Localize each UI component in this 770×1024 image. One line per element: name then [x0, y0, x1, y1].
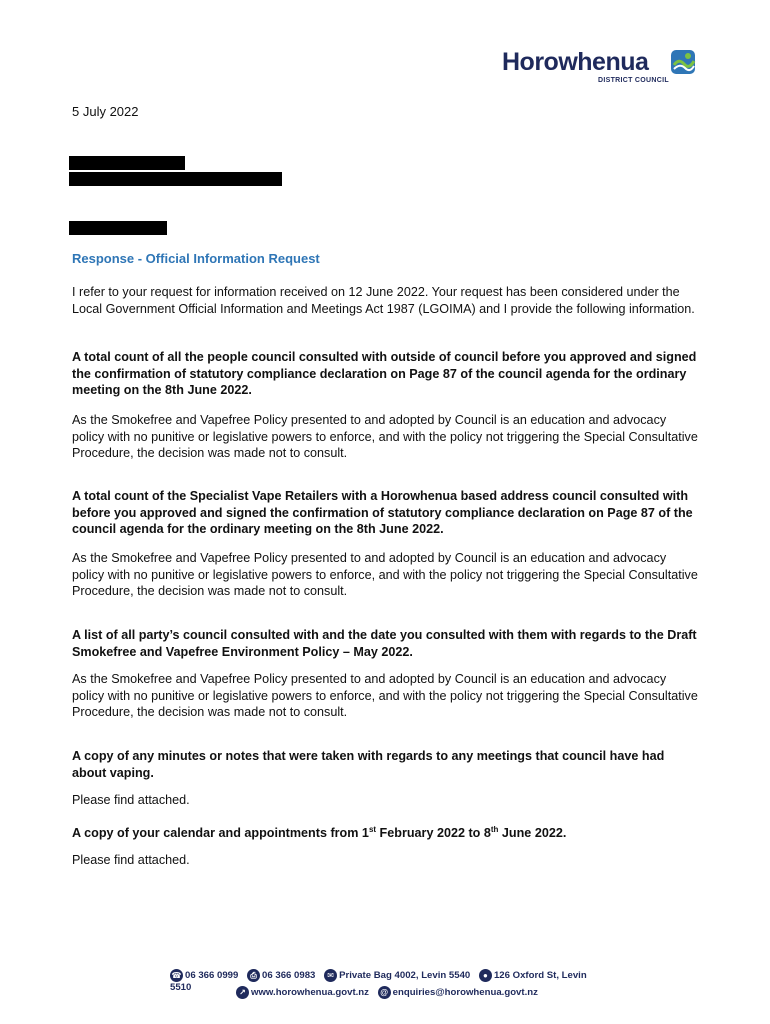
footer-street: 126 Oxford St, Levin 5510: [170, 970, 587, 993]
logo-subtitle: DISTRICT COUNCIL: [598, 77, 669, 84]
phone-icon: ☎: [171, 971, 182, 980]
web-icon: ↗: [236, 986, 249, 999]
answer-3: As the Smokefree and Vapefree Policy presented to and adopted by Council is an education and advocacy policy with no punitive or legislative powers to enforce, and with the policy not triggering the Special Consultative Procedure, the decision was made not to consult.: [72, 672, 698, 719]
redacted-block: [69, 172, 282, 186]
footer-website-link[interactable]: www.horowhenua.govt.nz: [251, 987, 369, 998]
fax-icon: ⎙: [247, 969, 260, 982]
location-icon: ●: [479, 969, 492, 982]
footer-email-link[interactable]: enquiries@horowhenua.govt.nz: [392, 987, 538, 998]
answer-4: Please find attached.: [72, 793, 190, 807]
council-logo: [502, 47, 698, 89]
footer-contact-row-2: [236, 986, 556, 999]
footer-postal: Private Bag 4002, Levin 5540: [339, 970, 471, 981]
footer-fax: 06 366 0983: [262, 970, 316, 981]
question-5: A copy of your calendar and appointments from 1st February 2022 to 8th June 2022.: [72, 825, 567, 841]
footer-phone: 06 366 0999: [185, 970, 239, 981]
question-1: A total count of all the people council consulted with outside of council before you approved and signed the confirmation of statutory compliance declaration on Page 87 of the council agenda for the ordinary meeting on the 8th June 2022.: [72, 350, 697, 397]
logo-wordmark: Horowhenua: [502, 48, 649, 76]
question-2: A total count of the Specialist Vape Retailers with a Horowhenua based address council consulted with before you approved and signed the confirmation of statutory compliance declaration on Page 87 of the council agenda for the ordinary meeting on the 8th June 2022.: [72, 489, 693, 536]
mail-icon: ✉: [324, 969, 337, 982]
letter-heading: Response - Official Information Request: [72, 251, 320, 266]
redacted-block: [69, 156, 185, 170]
question-4: A copy of any minutes or notes that were taken with regards to any meetings that council have had about vaping.: [72, 749, 665, 780]
logo-emblem-icon: [670, 49, 696, 75]
question-3: A list of all party’s council consulted with and the date you consulted with them with regards to the Draft Smokefree and Vapefree Environment Policy – May 2022.: [72, 628, 697, 659]
redacted-block: [69, 221, 167, 235]
email-icon: @: [378, 986, 391, 999]
answer-5: Please find attached.: [72, 853, 190, 867]
answer-2: As the Smokefree and Vapefree Policy presented to and adopted by Council is an education and advocacy policy with no punitive or legislative powers to enforce, and with the policy not triggering the Special Consultative Procedure, the decision was made not to consult.: [72, 551, 698, 598]
letter-date: 5 July 2022: [72, 104, 139, 119]
answer-1: As the Smokefree and Vapefree Policy presented to and adopted by Council is an education and advocacy policy with no punitive or legislative powers to enforce, and with the policy not triggering the Special Consultative Procedure, the decision was made not to consult.: [72, 413, 698, 460]
intro-paragraph: I refer to your request for information received on 12 June 2022. Your request has been considered under the Local Government Official Information and Meetings Act 1987 (LGOIMA) and I provide the following information.: [72, 285, 695, 316]
